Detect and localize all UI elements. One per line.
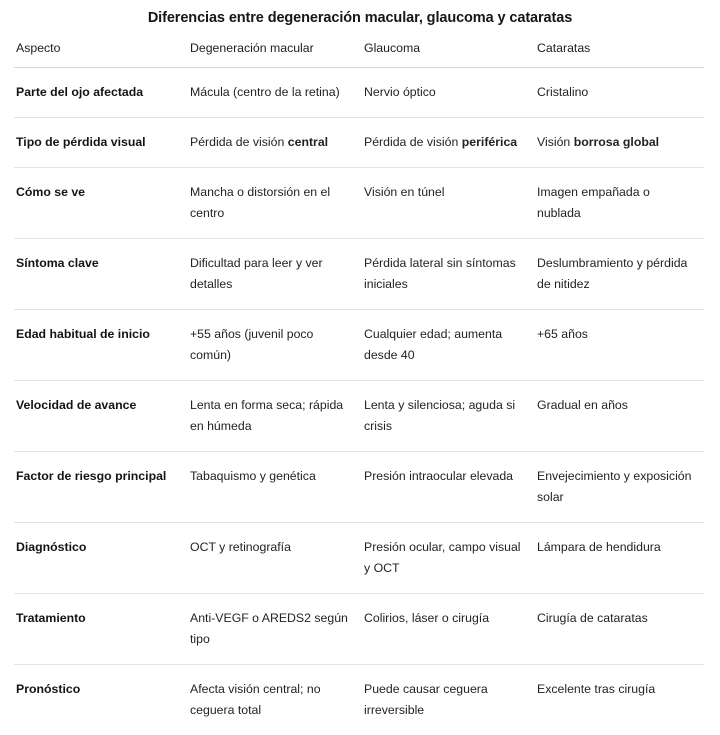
cell-aspect: Síntoma clave bbox=[14, 239, 188, 310]
cell-degeneracion-macular: Tabaquismo y genética bbox=[188, 452, 362, 523]
cell-aspect: Pronóstico bbox=[14, 665, 188, 735]
cell-aspect: Edad habitual de inicio bbox=[14, 310, 188, 381]
cell-glaucoma: Colirios, láser o cirugía bbox=[362, 594, 535, 665]
cell-aspect: Diagnóstico bbox=[14, 523, 188, 594]
cell-degeneracion-macular: Lenta en forma seca; rápida en húmeda bbox=[188, 381, 362, 452]
table-row bbox=[14, 381, 704, 452]
cell-aspect: Cómo se ve bbox=[14, 168, 188, 239]
cell-degeneracion-macular: Dificultad para leer y ver detalles bbox=[188, 239, 362, 310]
table-header-row bbox=[14, 40, 704, 68]
cell-degeneracion-macular: OCT y retinografía bbox=[188, 523, 362, 594]
cell-glaucoma: Lenta y silenciosa; aguda si crisis bbox=[362, 381, 535, 452]
cell-degeneracion-macular: Afecta visión central; no ceguera total bbox=[188, 665, 362, 735]
cell-aspect: Factor de riesgo principal bbox=[14, 452, 188, 523]
cell-aspect: Velocidad de avance bbox=[14, 381, 188, 452]
cell-degeneracion-macular bbox=[188, 118, 362, 168]
table-row bbox=[14, 665, 704, 735]
table-header bbox=[14, 40, 704, 68]
cell-cataratas: Imagen empañada o nublada bbox=[535, 168, 704, 239]
cell-text-plain: Pérdida de visión bbox=[364, 135, 462, 149]
cell-degeneracion-macular: Mancha o distorsión en el centro bbox=[188, 168, 362, 239]
cell-text-emphasis: periférica bbox=[462, 135, 517, 149]
cell-glaucoma: Pérdida lateral sin síntomas iniciales bbox=[362, 239, 535, 310]
cell-aspect: Tratamiento bbox=[14, 594, 188, 665]
column-header-degeneracion-macular: Degeneración macular bbox=[188, 40, 362, 68]
cell-glaucoma: Visión en túnel bbox=[362, 168, 535, 239]
cell-degeneracion-macular: Anti-VEGF o AREDS2 según tipo bbox=[188, 594, 362, 665]
cell-aspect: Tipo de pérdida visual bbox=[14, 118, 188, 168]
cell-cataratas: Lámpara de hendidura bbox=[535, 523, 704, 594]
cell-glaucoma: Cualquier edad; aumenta desde 40 bbox=[362, 310, 535, 381]
table-row bbox=[14, 239, 704, 310]
cell-text-emphasis: borrosa global bbox=[574, 135, 659, 149]
cell-cataratas: Gradual en años bbox=[535, 381, 704, 452]
column-header-aspecto: Aspecto bbox=[14, 40, 188, 68]
cell-glaucoma: Presión ocular, campo visual y OCT bbox=[362, 523, 535, 594]
cell-glaucoma: Nervio óptico bbox=[362, 68, 535, 118]
cell-cataratas: Cirugía de cataratas bbox=[535, 594, 704, 665]
cell-text-emphasis: central bbox=[288, 135, 328, 149]
table-row bbox=[14, 310, 704, 381]
page-title: Diferencias entre degeneración macular, glaucoma y cataratas bbox=[0, 0, 720, 28]
table-body bbox=[14, 68, 704, 735]
cell-cataratas: Envejecimiento y exposición solar bbox=[535, 452, 704, 523]
cell-degeneracion-macular: Mácula (centro de la retina) bbox=[188, 68, 362, 118]
cell-text-plain: Pérdida de visión bbox=[190, 135, 288, 149]
comparison-table bbox=[14, 40, 704, 735]
cell-cataratas: Excelente tras cirugía bbox=[535, 665, 704, 735]
table-row bbox=[14, 168, 704, 239]
cell-cataratas: Cristalino bbox=[535, 68, 704, 118]
table-row bbox=[14, 594, 704, 665]
table-row bbox=[14, 523, 704, 594]
table-row bbox=[14, 118, 704, 168]
cell-aspect: Parte del ojo afectada bbox=[14, 68, 188, 118]
cell-text-plain: Visión bbox=[537, 135, 574, 149]
cell-glaucoma: Presión intraocular elevada bbox=[362, 452, 535, 523]
cell-glaucoma: Puede causar ceguera irreversible bbox=[362, 665, 535, 735]
column-header-glaucoma: Glaucoma bbox=[362, 40, 535, 68]
cell-degeneracion-macular: +55 años (juvenil poco común) bbox=[188, 310, 362, 381]
cell-cataratas: Deslumbramiento y pérdida de nitidez bbox=[535, 239, 704, 310]
table-row bbox=[14, 68, 704, 118]
cell-cataratas: +65 años bbox=[535, 310, 704, 381]
cell-cataratas bbox=[535, 118, 704, 168]
table-row bbox=[14, 452, 704, 523]
cell-glaucoma bbox=[362, 118, 535, 168]
column-header-cataratas: Cataratas bbox=[535, 40, 704, 68]
